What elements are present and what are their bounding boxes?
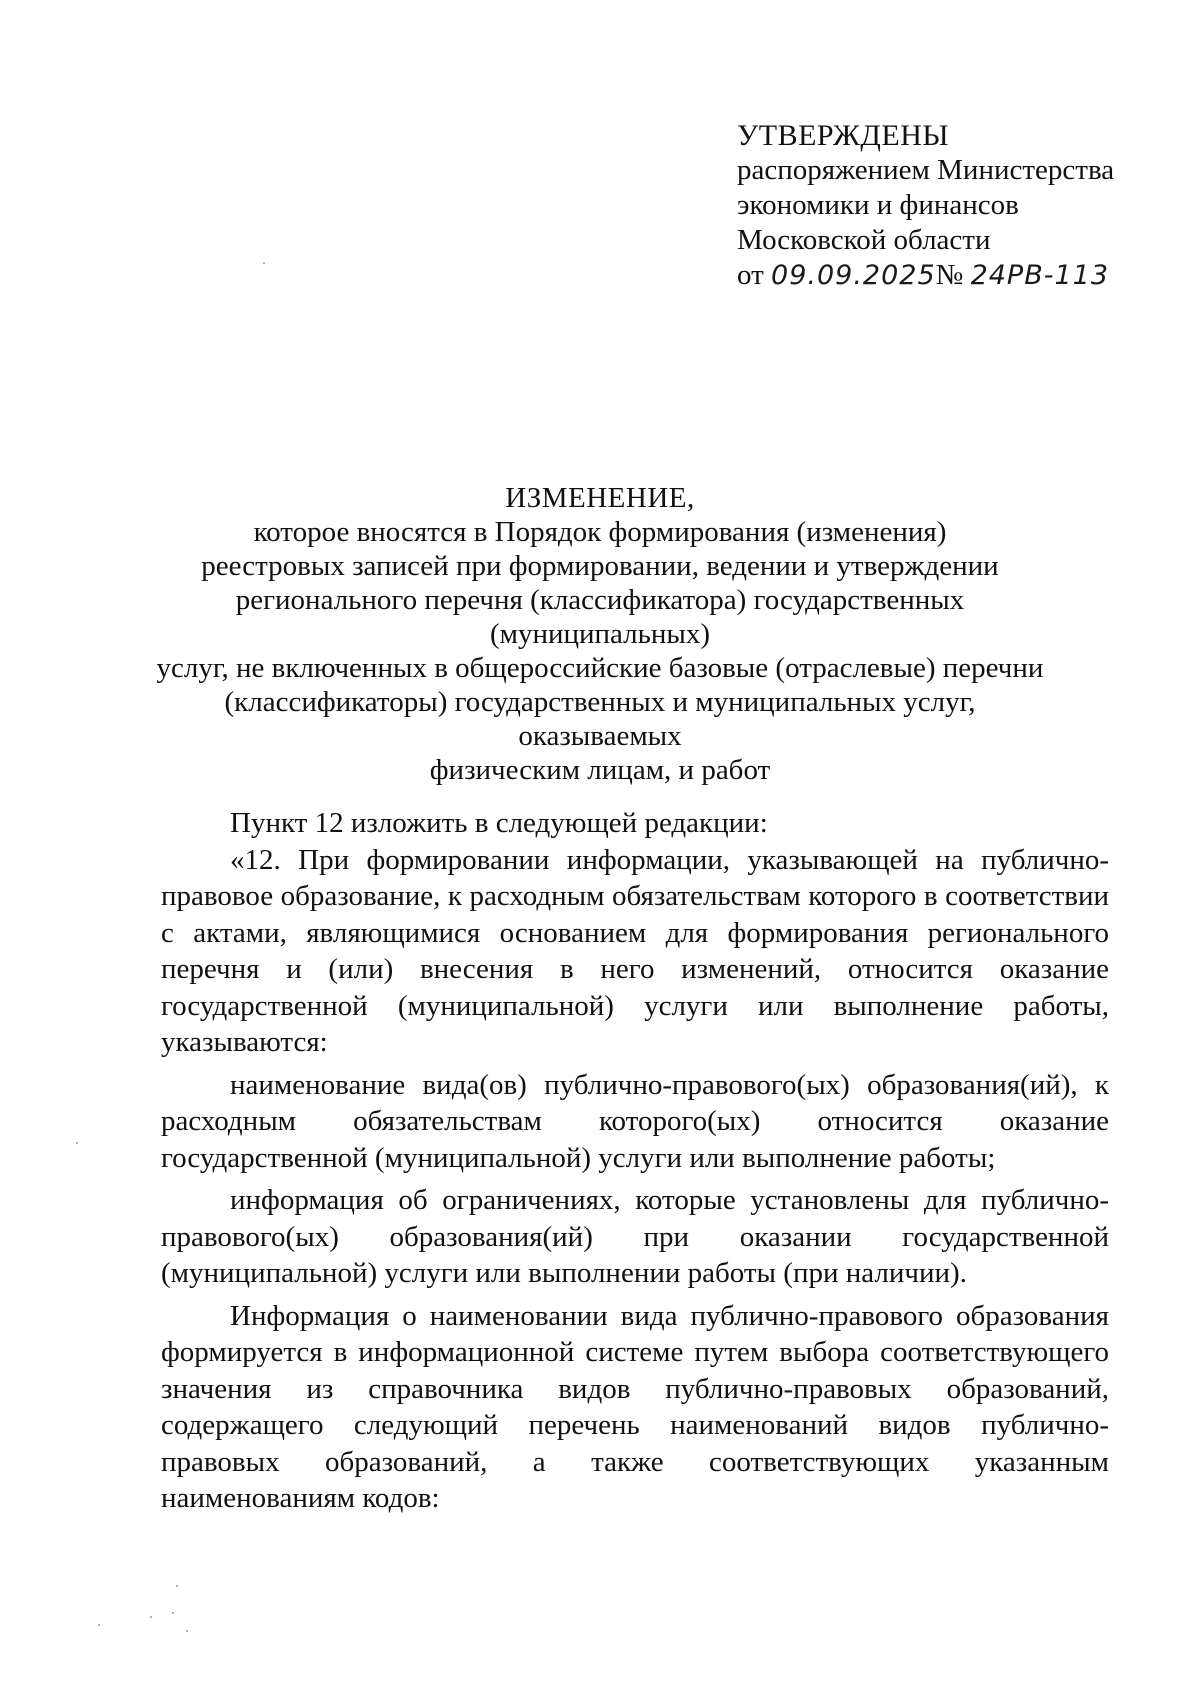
number-prefix: №: [935, 259, 964, 291]
scan-speck: [176, 1585, 178, 1587]
body-paragraph-name-of-type: наименование вида(ов) публично-правового(ых) образования(ий), к расходным обязательствам которого(ых) относится оказание государственной (муниципальной) услуги или выполнение работы;: [161, 1068, 1109, 1174]
scan-speck: [76, 1142, 78, 1144]
body-paragraph-restrictions: информация об ограничениях, которые установлены для публично-правового(ых) образования(ий) при оказании государственной (муниципальной) услуги или выполнении работы (при наличии).: [161, 1184, 1109, 1289]
document-heading: [140, 481, 1060, 787]
heading-line: регионального перечня (классификатора) государственных (муниципальных): [235, 584, 965, 650]
handwritten-number: 24РВ-113: [970, 260, 1110, 291]
heading-line: услуг, не включенных в общероссийские базовые (отраслевые) перечни: [156, 652, 1044, 684]
heading-line: физическим лицам, и работ: [429, 754, 771, 786]
approval-line-2: экономики и финансов: [737, 189, 1019, 221]
scan-speck: [150, 1616, 152, 1618]
date-prefix: от: [737, 259, 764, 291]
scan-speck: [172, 1612, 174, 1614]
heading-line: которое вносятся в Порядок формирования (изменения): [253, 516, 947, 548]
approval-line-1: распоряжением Министерства: [737, 154, 1115, 186]
handwritten-date: 09.09.2025: [771, 260, 936, 291]
heading-line: (классификаторы) государственных и муниципальных услуг, оказываемых: [224, 686, 976, 752]
document-body: [161, 805, 1109, 1517]
body-paragraph-12: «12. При формировании информации, указывающей на публично-правовое образование, к расходным обязательствам которого в соответствии с актами, являющимися основанием для формирования регионального перечня и (или) внесения в него изменений, относится оказание государственной (муниципальной) услуги или выполнение работы, указываются:: [161, 843, 1109, 1058]
scan-speck: [98, 1624, 100, 1626]
scan-speck: [263, 262, 265, 264]
approval-date-number-line: [737, 258, 1114, 293]
body-paragraph-intro: Пункт 12 изложить в следующей редакции:: [230, 807, 768, 839]
approval-line-3: Московской области: [737, 224, 991, 256]
approval-title: УТВЕРЖДЕНЫ: [737, 119, 950, 152]
heading-title: ИЗМЕНЕНИЕ,: [505, 482, 695, 514]
scan-speck: [186, 1630, 188, 1632]
approval-stamp-block: [737, 118, 1114, 293]
body-paragraph-reference-info: Информация о наименовании вида публично-правового образования формируется в информационной системе путем выбора соответствующего значения из справочника видов публично-правовых образований, содержащего следующий перечень наименований видов публично-правовых образований, а также соответствующих указанным наименованиям кодов:: [161, 1299, 1109, 1514]
heading-line: реестровых записей при формировании, ведении и утверждении: [201, 550, 999, 582]
